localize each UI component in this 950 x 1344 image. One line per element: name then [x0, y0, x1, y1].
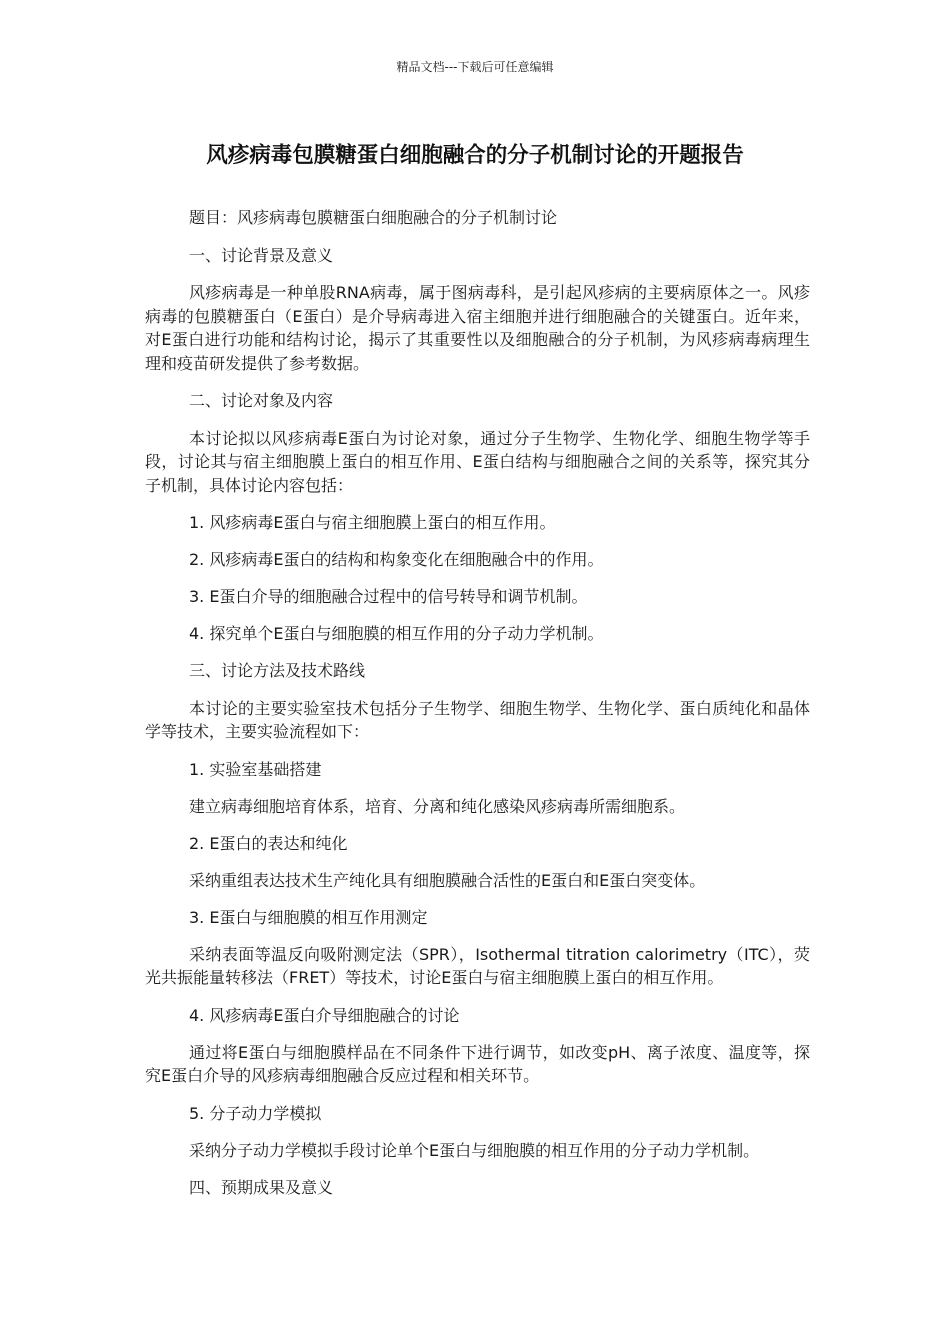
content-item-3: 3. E蛋白介导的细胞融合过程中的信号转导和调节机制。 — [189, 587, 588, 606]
method-step-4-heading: 4. 风疹病毒E蛋白介导细胞融合的讨论 — [189, 1005, 460, 1025]
method-step-3-heading: 3. E蛋白与细胞膜的相互作用测定 — [189, 907, 428, 927]
subject-paragraph: 本讨论拟以风疹病毒E蛋白为讨论对象，通过分子生物学、生物化学、细胞生物学等手段，讨论其与宿主细胞膜上蛋白的相互作用、E蛋白结构与细胞融合之间的关系等，探究其分子机制，具体讨论内容包括： — [145, 428, 810, 495]
header-note: 精品文档---下载后可任意编辑 — [396, 60, 554, 74]
method-step-5-text: 采纳分子动力学模拟手段讨论单个E蛋白与细胞膜的相互作用的分子动力学机制。 — [189, 1140, 760, 1160]
methods-paragraph: 本讨论的主要实验室技术包括分子生物学、细胞生物学、生物化学、蛋白质纯化和晶体学等技术，主要实验流程如下： — [145, 698, 810, 741]
document-title: 风疹病毒包膜糖蛋白细胞融合的分子机制讨论的开题报告 — [206, 143, 744, 168]
background-paragraph: 风疹病毒是一种单股RNA病毒，属于图病毒科，是引起风疹病的主要病原体之一。风疹病毒的包膜糖蛋白（E蛋白）是介导病毒进入宿主细胞并进行细胞融合的关键蛋白。近年来，对E蛋白进行功能和结构讨论，揭示了其重要性以及细胞融合的分子机制，为风疹病毒病理生理和疫苗研发提供了参考数据。 — [145, 283, 810, 373]
method-step-2-text: 采纳重组表达技术生产纯化具有细胞膜融合活性的E蛋白和E蛋白突变体。 — [189, 870, 706, 890]
method-step-1-heading: 1. 实验室基础搭建 — [189, 759, 322, 779]
method-step-4-text: 通过将E蛋白与细胞膜样品在不同条件下进行调节，如改变pH、离子浓度、温度等，探究E蛋白介导的风疹病毒细胞融合反应过程和相关环节。 — [145, 1042, 810, 1085]
content-item-4: 4. 探究单个E蛋白与细胞膜的相互作用的分子动力学机制。 — [189, 624, 604, 643]
content-item-1: 1. 风疹病毒E蛋白与宿主细胞膜上蛋白的相互作用。 — [189, 513, 556, 532]
method-step-3-text: 采纳表面等温反向吸附测定法（SPR），Isothermal titration calorimetry（ITC），荧光共振能量转移法（FRET）等技术，讨论E蛋白与宿主细胞膜上蛋白的相互作用。 — [145, 944, 810, 987]
method-step-5-heading: 5. 分子动力学模拟 — [189, 1103, 322, 1123]
section-heading-methods: 三、讨论方法及技术路线 — [189, 661, 366, 680]
document-body — [145, 206, 810, 1213]
section-heading-subject: 二、讨论对象及内容 — [189, 391, 334, 410]
section-heading-background: 一、讨论背景及意义 — [189, 245, 334, 265]
section-heading-outcomes: 四、预期成果及意义 — [189, 1177, 334, 1197]
topic-line: 题目：风疹病毒包膜糖蛋白细胞融合的分子机制讨论 — [189, 208, 558, 227]
content-item-2: 2. 风疹病毒E蛋白的结构和构象变化在细胞融合中的作用。 — [189, 550, 604, 569]
method-step-2-heading: 2. E蛋白的表达和纯化 — [189, 833, 348, 853]
method-step-1-text: 建立病毒细胞培育体系，培育、分离和纯化感染风疹病毒所需细胞系。 — [189, 796, 686, 816]
